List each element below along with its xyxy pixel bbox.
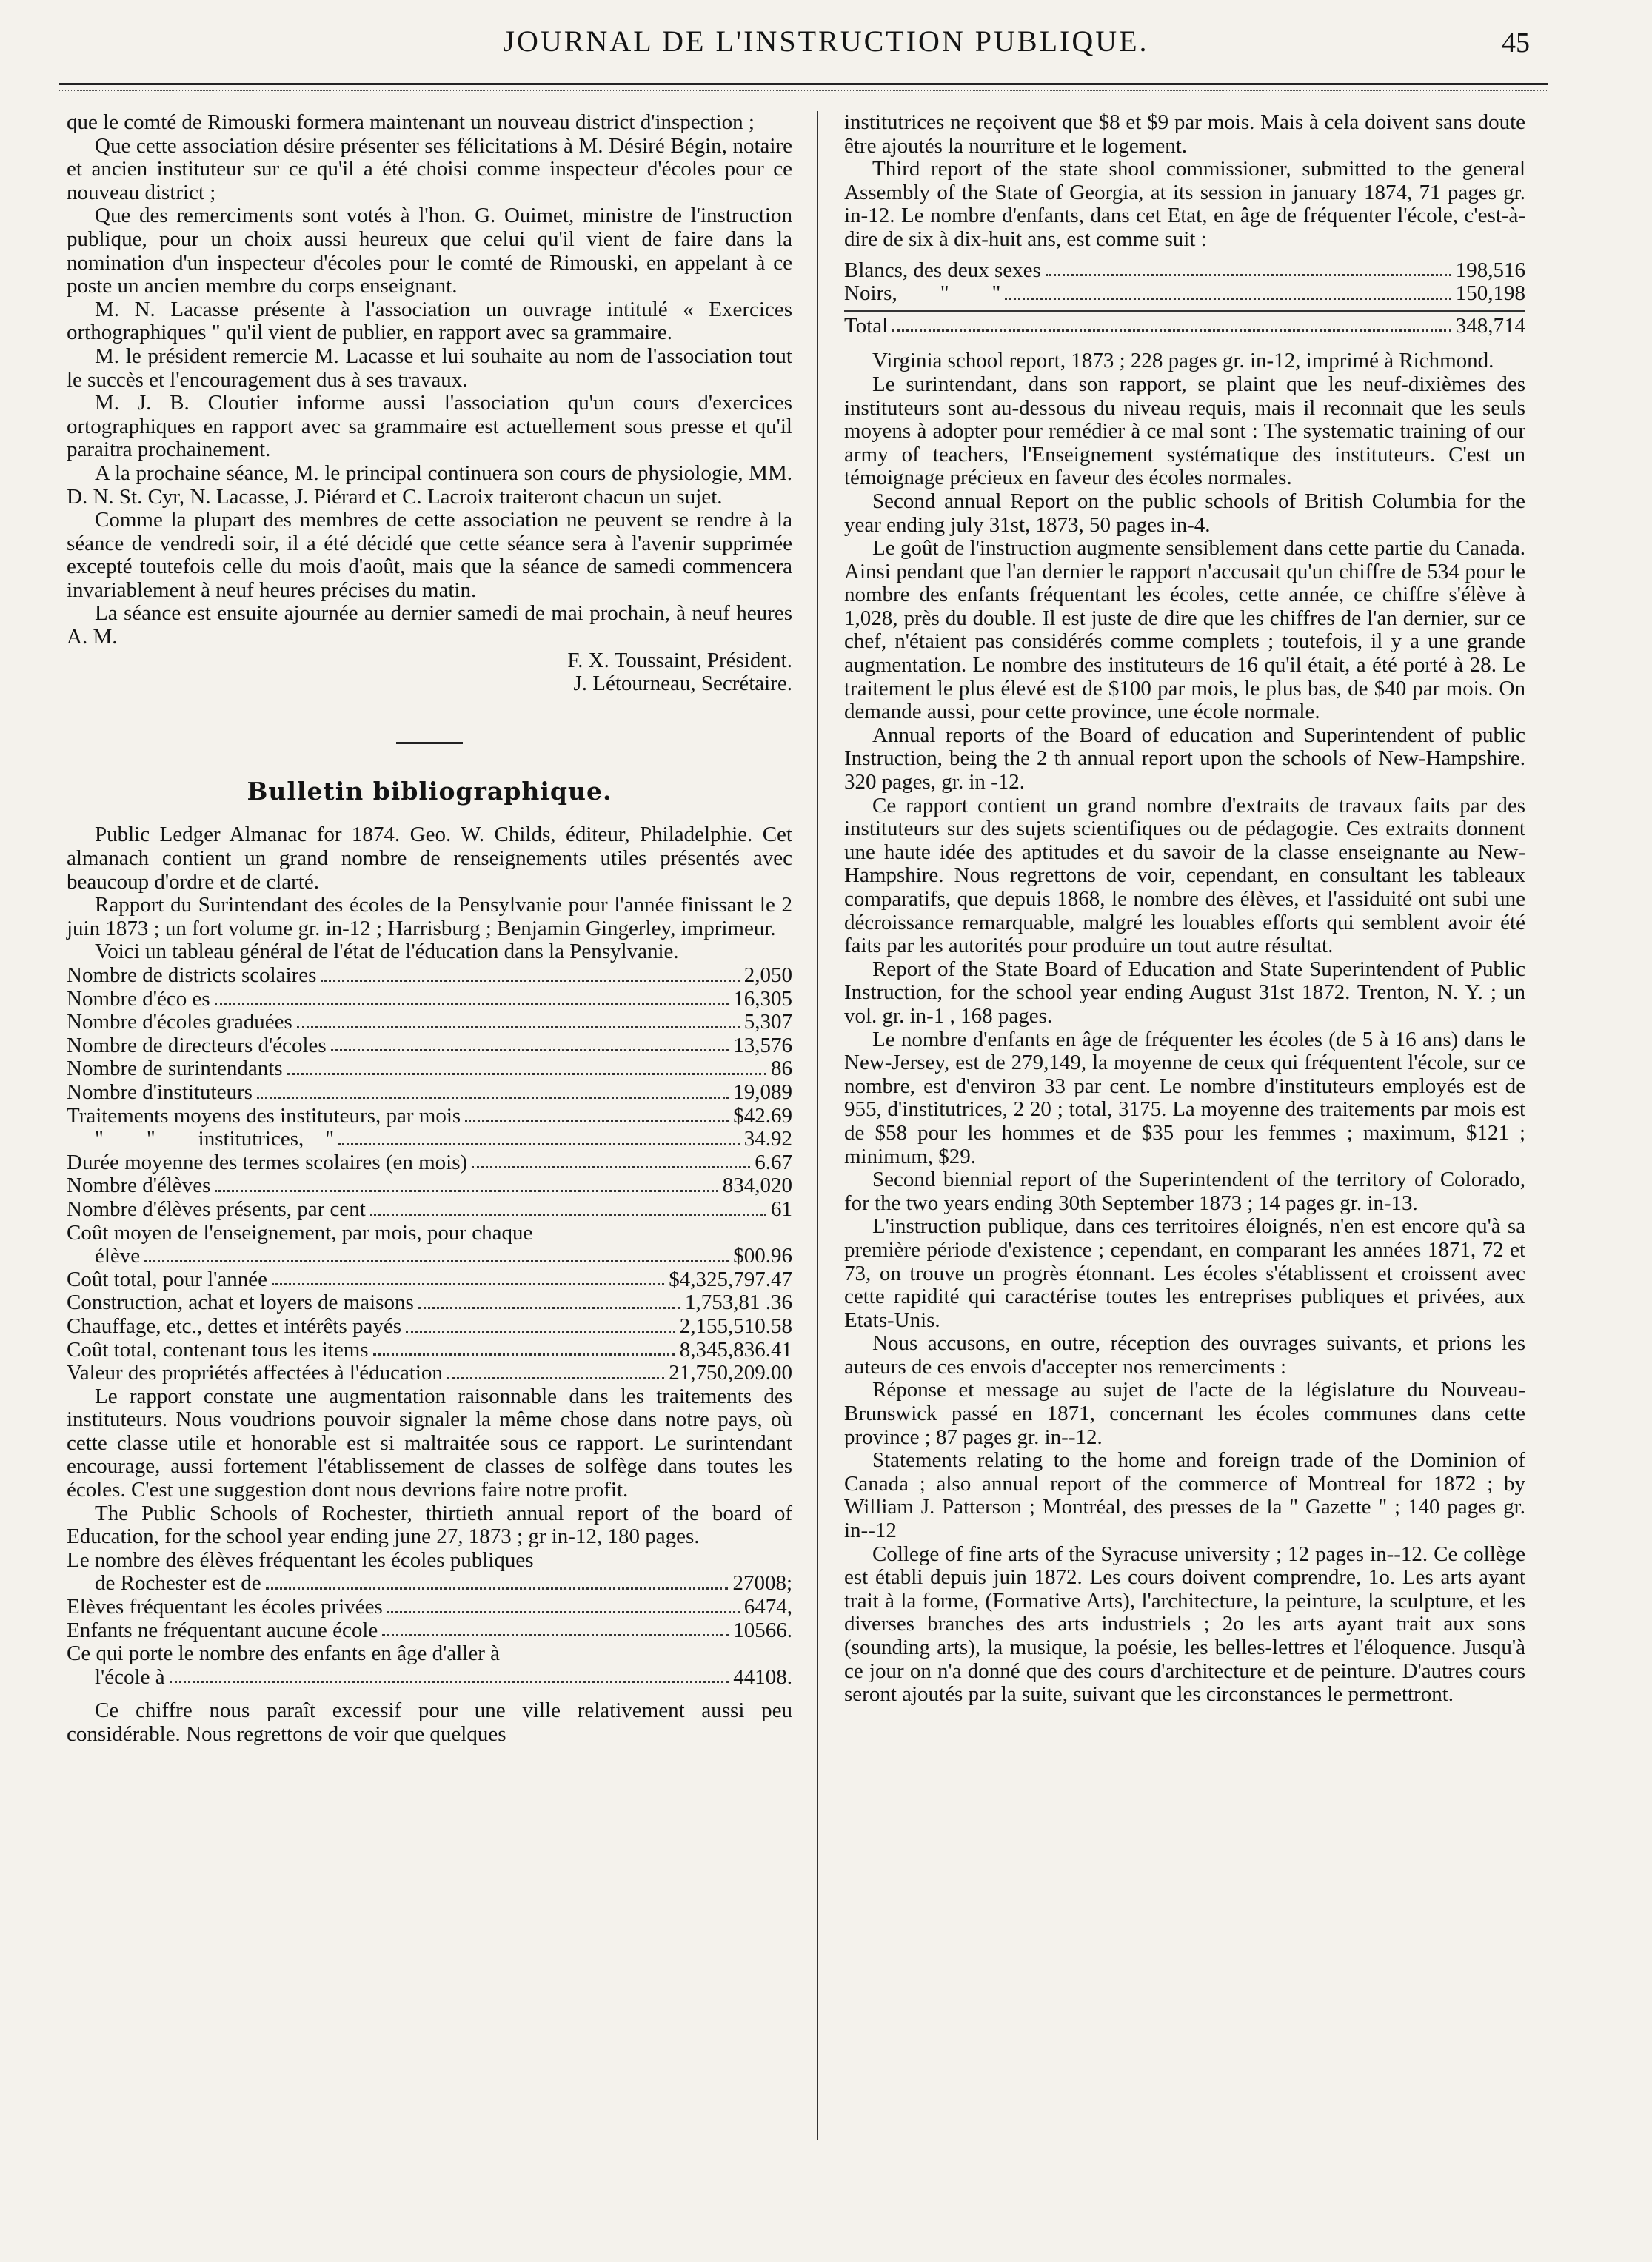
table-row: Nombre d'écoles graduées 5,307 <box>67 1010 792 1034</box>
page-header <box>0 24 1652 68</box>
table-row-total: Total 348,714 <box>844 313 1525 338</box>
paragraph: Le goût de l'instruction augmente sensiblement dans cette partie du Canada. Ainsi pendant que l'an dernier le rapport n'accusait qu'un chiffre de 534 pour le nombre des enfants fréquentant les écoles, cette année, ce chiffre s'élève à 1,028, près du double. Il est juste de dire que les chiffres de l'an dernier, sur ce chef, n'étaient pas considérés comme complets ; toutefois, il y a une grande augmentation. Le nombre des instituteurs de 16 qu'il était, a été porté à 28. Le traitement le plus élevé est de $100 par mois, le plus bas, de $40 par mois. On demande aussi, pour cette province, une école normale. <box>844 536 1525 724</box>
journal-title: JOURNAL DE L'INSTRUCTION PUBLIQUE. <box>503 24 1149 58</box>
entry-new-hampshire: Annual reports of the Board of education and Superintendent of public Instruction, being the 2 th annual report upon the schools of New-Hampshire. 320 pages, gr. in -12. <box>844 723 1525 794</box>
paragraph: L'instruction publique, dans ces territoires éloignés, n'en est encore qu'à sa première période d'existence ; cependant, en comparant les années 1871, 72 et 73, on trouve un progrès étonnant. Les écoles s'établissent et croissent avec cette rapidité qui caractérise toutes les entreprises publiques et privées, aux Etats-Unis. <box>844 1214 1525 1332</box>
table-row: Coût total, contenant tous les items 8,345,836.41 <box>67 1337 792 1362</box>
table-row: Nombre d'éco es 16,305 <box>67 986 792 1011</box>
signature-secretary: J. Létourneau, Secrétaire. <box>573 672 792 696</box>
entry-virginia: Virginia school report, 1873 ; 228 pages gr. in-12, imprimé à Richmond. <box>872 349 1494 373</box>
table-row: Nombre d'instituteurs 19,089 <box>67 1080 792 1104</box>
paragraph: Le rapport constate une augmentation raisonnable dans les traitements des instituteurs. Nous voudrions pouvoir signaler la même chose dans notre pays, où cette classe utile et honorable est si maltraitée sous ce rapport. Le surintendant encourage, aussi fortement l'établissement de classes de solfège dans toutes les écoles. C'est une suggestion dont nous devrions faire notre profit. <box>67 1384 792 1502</box>
paragraph: M. J. B. Cloutier informe aussi l'association qu'un cours d'exercices ortographiques en rapport avec sa grammaire est actuellement sous presse et qu'il paraitra prochainement. <box>67 391 792 462</box>
table-row: élève $00.96 <box>95 1244 792 1268</box>
table-row: Traitements moyens des instituteurs, par mois $42.69 <box>67 1103 792 1128</box>
entry-rochester: The Public Schools of Rochester, thirtieth annual report of the board of Education, for the school year ending june 27, 1873 ; gr in-12, 180 pages. <box>67 1501 792 1549</box>
bulletin-heading: Bulletin bibliographique. <box>247 776 612 806</box>
table-row: Nombre de directeurs d'écoles 13,576 <box>67 1033 792 1057</box>
table-row: Elèves fréquentant les écoles privées 6474, <box>67 1595 792 1619</box>
header-rule <box>59 83 1548 85</box>
section-separator <box>396 742 463 744</box>
entry-ledger: Public Ledger Almanac for 1874. Geo. W. Childs, éditeur, Philadelphie. Cet almanach contient un grand nombre de renseignements utiles présentés avec beaucoup d'ordre et de clarté. <box>67 823 792 894</box>
table-row: Le nombre des élèves fréquentant les écoles publiques <box>67 1547 534 1572</box>
entry-british-columbia: Second annual Report on the public schools of British Columbia for the year ending july 31st, 1873, 50 pages in-4. <box>844 489 1525 537</box>
entry-reponse: Réponse et message au sujet de l'acte de la législature du Nouveau-Brunswick passé en 1871, concernant les écoles communes dans cette province ; 87 pages gr. in--12. <box>844 1378 1525 1449</box>
table-row: Coût moyen de l'enseignement, par mois, pour chaque <box>67 1220 533 1245</box>
table-row: Chauffage, etc., dettes et intérêts payés 2,155,510.58 <box>67 1314 792 1338</box>
entry-new-jersey: Report of the State Board of Education and State Superintendent of Public Instruction, for the school year ending August 31st 1872. Trenton, N. Y. ; un vol. gr. in-1 , 168 pages. <box>844 957 1525 1028</box>
table-row: Coût total, pour l'année $4,325,797.47 <box>67 1267 792 1291</box>
paragraph: que le comté de Rimouski formera maintenant un nouveau district d'inspection ; <box>67 110 755 134</box>
entry-georgia: Third report of the state shool commissioner, submitted to the general Assembly of the State of Georgia, at its session in january 1874, 71 pages gr. in-12. Le nombre d'enfants, dans cet Etat, en âge de fréquenter l'école, c'est-à-dire de six à dix-huit ans, est comme suit : <box>844 157 1525 251</box>
table-row: Nombre d'élèves présents, par cent 61 <box>67 1197 792 1221</box>
paragraph: Le surintendant, dans son rapport, se plaint que les neuf-dixièmes des instituteurs sont au-dessous du niveau requis, mais il reconnait que les seuls moyens à adopter pour remédier à ce mal sont : The systematic training of our army of teachers, l'Enseignement systématique des instituteurs. C'est un témoignage précieux en faveur des écoles normales. <box>844 372 1525 490</box>
table-row: Construction, achat et loyers de maisons 1,753,81 .36 <box>67 1291 792 1315</box>
paragraph: M. N. Lacasse présente à l'association un ouvrage intitulé « Exercices orthographiques " qu'il vient de publier, en rapport avec sa grammaire. <box>67 297 792 345</box>
paragraph: Que des remerciments sont votés à l'hon. G. Ouimet, ministre de l'instruction publique, pour un choix aussi heureux que celui qu'il vient de faire dans la nomination d'un inspecteur d'écoles pour le comté de Rimouski, en appelant à ce poste un ancien membre du corps enseignant. <box>67 204 792 298</box>
paragraph: Ce rapport contient un grand nombre d'extraits de travaux faits par des instituteurs sur des sujets scientifiques ou de pédagogie. Ces extraits donnent une haute idée des aptitudes et du savoir de la classe enseignante au New-Hampshire. Nous regrettons de voir, cependant, en consultant les tableaux comparatifs, que depuis 1868, le nombre des élèves, et l'assiduité ont subi une décroissance remarquable, malgré les louables efforts qui semblent avoir été faits par les autorités pour produire un tout autre résultat. <box>844 793 1525 958</box>
table-row: Nombre de surintendants 86 <box>67 1057 792 1081</box>
tableau-intro: Voici un tableau général de l'état de l'éducation dans la Pensylvanie. <box>95 940 679 964</box>
table-row: " " institutrices, " 34.92 <box>95 1127 792 1151</box>
paragraph: institutrices ne reçoivent que $8 et $9 par mois. Mais à cela doivent sans doute être ajoutés la nourriture et le logement. <box>844 110 1525 158</box>
paragraph: La séance est ensuite ajournée au dernier samedi de mai prochain, à neuf heures A. M. <box>67 601 792 649</box>
table-row: Nombre d'élèves 834,020 <box>67 1174 792 1198</box>
paragraph: M. le président remercie M. Lacasse et lui souhaite au nom de l'association tout le succès et l'encouragement dus à ses travaux. <box>67 344 792 392</box>
table-row: Valeur des propriétés affectées à l'éducation 21,750,209.00 <box>67 1361 792 1385</box>
page-number: 45 <box>1502 27 1530 58</box>
table-row: Durée moyenne des termes scolaires (en mois) 6.67 <box>67 1150 792 1174</box>
paragraph: Comme la plupart des membres de cette association ne peuvent se rendre à la séance de vendredi soir, il a été décidé que cette séance sera à l'avenir supprimée excepté toutefois celle du mois d'août, mais que la séance de samedi commencera invariablement à neuf heures précises du matin. <box>67 508 792 602</box>
table-row: l'école à 44108. <box>95 1664 792 1689</box>
table-row: Noirs, " " 150,198 <box>844 281 1525 306</box>
sum-rule <box>844 310 1525 312</box>
entry-statements: Statements relating to the home and foreign trade of the Dominion of Canada ; also annual report of the commerce of Montreal for 1872 ; by William J. Patterson ; Montréal, des presses de la " Gazette " ; 140 pages gr. in--12 <box>844 1448 1525 1543</box>
table-row: Blancs, des deux sexes 198,516 <box>844 258 1525 282</box>
column-divider <box>817 111 818 2140</box>
paragraph: Le nombre d'enfants en âge de fréquenter les écoles (de 5 à 16 ans) dans le New-Jersey, est de 279,149, la moyenne de ceux qui fréquentent l'école, sur ce nombre, est d'environ 33 par cent. Le nombre d'instituteurs employés est de 955, d'institutrices, 2 20 ; total, 3175. La moyenne des traitements par mois est de $58 pour les hommes et de $35 pour les femmes ; maximum, $121 ; minimum, $29. <box>844 1027 1525 1168</box>
rochester-table <box>67 1549 792 1690</box>
paragraph: A la prochaine séance, M. le principal continuera son cours de physiologie, MM. D. N. St. Cyr, N. Lacasse, J. Piérard et C. Lacroix traiteront chacun un sujet. <box>67 461 792 509</box>
table-row: Nombre de districts scolaires 2,050 <box>67 963 792 987</box>
table-row: Ce qui porte le nombre des enfants en âge d'aller à <box>67 1642 500 1666</box>
header-dotted-rule <box>59 90 1548 91</box>
right-column <box>844 111 1525 1707</box>
paragraph: Ce chiffre nous paraît excessif pour une ville relativement aussi peu considérable. Nous regrettons de voir que quelques <box>67 1699 792 1746</box>
signature-president: F. X. Toussaint, Président. <box>567 648 792 672</box>
table-row: de Rochester est de 27008; <box>95 1571 792 1596</box>
left-column <box>67 111 792 1747</box>
paragraph: Que cette association désire présenter ses félicitations à M. Désiré Bégin, notaire et ancien instituteur sur ce qu'il a été choisi comme inspecteur d'écoles pour ce nouveau district ; <box>67 133 792 204</box>
entry-rapport: Rapport du Surintendant des écoles de la Pensylvanie pour l'année finissant le 2 juin 1873 ; un fort volume gr. in-12 ; Harrisburg ; Benjamin Gingerley, imprimeur. <box>67 893 792 940</box>
entry-colorado: Second biennial report of the Superintendent of the territory of Colorado, for the two years ending 30th September 1873 ; 14 pages gr. in-13. <box>844 1168 1525 1215</box>
paragraph: Nous accusons, en outre, réception des ouvrages suivants, et prions les auteurs de ces envois d'accepter nos remerciments : <box>844 1331 1525 1379</box>
georgia-table <box>844 259 1525 338</box>
entry-college: College of fine arts of the Syracuse university ; 12 pages in--12. Ce collège est établi depuis juin 1872. Les cours doivent comprendre, 1o. Les arts ayant trait à la forme, (Formative Arts), l'architecture, la peinture, la sculpture, et les diverses branches des arts industriels ; 2o les arts ayant trait aux sons (sounding arts), la musique, la poésie, les belles-lettres et l'éloquence. Jusqu'à ce jour on n'a donné que des cours d'architecture et de peinture. D'autres cours seront ajoutés par la suite, suivant que les circonstances le permettront. <box>844 1542 1525 1707</box>
table-row: Enfants ne fréquentant aucune école 10566. <box>67 1618 792 1642</box>
pennsylvania-table <box>67 964 792 1385</box>
